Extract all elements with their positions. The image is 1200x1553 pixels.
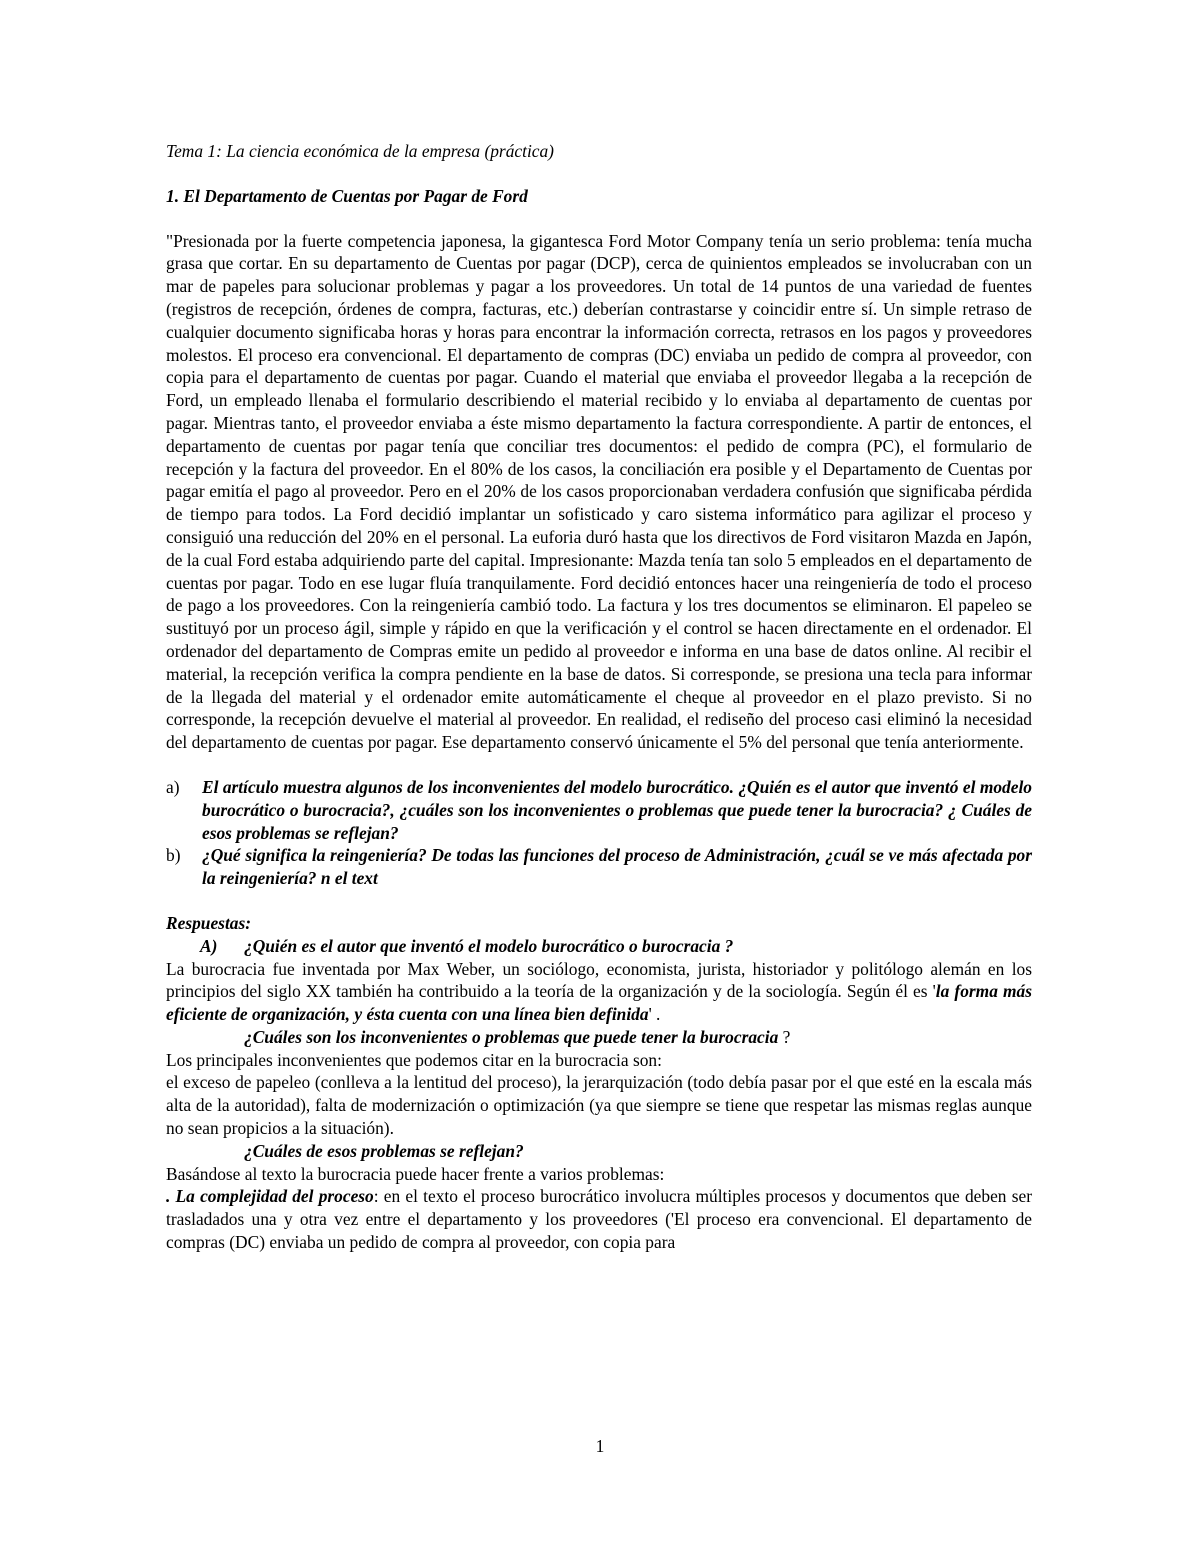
document-title: Tema 1: La ciencia económica de la empresa (práctica) xyxy=(166,141,554,161)
article-text: "Presionada por la fuerte competencia japonesa, la gigantesca Ford Motor Company tenía un serio problema: tenía mucha grasa que cortar. En su departamento de Cuentas por pagar (DCP), cerca de quinientos empleados se involucraban con un mar de papeles para solucionar problemas y pagar a los proveedores. Un total de 14 puntos de una variedad de fuentes (registros de recepción, órdenes de compra, facturas, etc.) deberían contrastarse y coincidir entre sí. Un simple retraso de cualquier documento significaba horas y horas para encontrar la información correcta, retrasos en los pagos y proveedores molestos. El proceso era convencional. El departamento de compras (DC) enviaba un pedido de compra al proveedor, con copia para el departamento de cuentas por pagar. Cuando el material que enviaba el proveedor llegaba a la recepción de Ford, un empleado llenaba el formulario describiendo el material recibido y lo enviaba al departamento de cuentas por pagar. Mientras tanto, el proveedor enviaba a éste mismo departamento la factura correspondiente. A partir de entonces, el departamento de cuentas por pagar tenía que conciliar tres documentos: el pedido de compra (PC), el formulario de recepción y la factura del proveedor. En el 80% de los casos, la conciliación era posible y el Departamento de Cuentas por pagar emitía el pago al proveedor. Pero en el 20% de los casos proporcionaban verdadera confusión que significaba pérdida de tiempo para todos. La Ford decidió implantar un sofisticado y caro sistema informático para agilizar el proceso y consiguió una reducción del 20% en el personal. La euforia duró hasta que los directivos de Ford visitaron Mazda en Japón, de la cual Ford estaba adquiriendo parte del capital. Impresionante: Mazda tenía tan solo 5 empleados en el departamento de cuentas por pagar. Todo en ese lugar fluía tranquilamente. Ford decidió entonces hacer una reingeniería de todo el proceso de pago a los proveedores. Con la reingeniería cambió todo. La factura y los tres documentos se eliminaron. El papeleo se sustituyó por un proceso ágil, simple y rápido en que la verificación y el control se hacen directamente en el ordenador. El ordenador del departamento de Compras emite un pedido al proveedor e informa en una base de datos online. Al recibir el material, la recepción verifica la compra pendiente en la base de datos. Si corresponde, se presiona una tecla para informar de la llegada del material y el ordenador emite automáticamente el cheque al proveedor en el plazo previsto. Si no corresponde, la recepción devuelve el material al proveedor. En realidad, el rediseño del proceso casi eliminó la necesidad del departamento de cuentas por pagar. Ese departamento conservó únicamente el 5% del personal que tenía anteriormente. xyxy=(166,230,1032,753)
answer-a-mark: A) xyxy=(200,935,218,956)
inconvenience-intro: Los principales inconvenientes que podemos citar en la burocracia son: xyxy=(166,1049,662,1070)
complexity-paragraph xyxy=(166,1185,1032,1253)
question-text: El artículo muestra algunos de los inconvenientes del modelo burocrático. ¿Quién es el autor que inventó el modelo burocrático o burocracia?, ¿cuáles son los inconvenientes o problemas que puede tener la burocracia? ¿ Cuáles de esos problemas se reflejan? xyxy=(202,776,1032,843)
answer-a-end: ' . xyxy=(648,1004,661,1025)
question-list xyxy=(166,776,1032,890)
answers-heading: Respuestas: xyxy=(166,912,252,933)
question-item-a xyxy=(166,776,1032,844)
answer-a-text: La burocracia fue inventada por Max Weber, un sociólogo, economista, jurista, historiador y politólogo alemán en los principios del siglo XX también ha contribuido a la teoría de la organización y de la sociología. Según él es ' xyxy=(166,958,1032,1002)
inconvenience-question xyxy=(166,1026,1032,1049)
question-item-b xyxy=(166,844,1032,890)
document-page xyxy=(166,140,1032,1254)
answer-a-question: ¿Quién es el autor que inventó el modelo burocrático o burocracia ? xyxy=(244,935,734,956)
page-number: 1 xyxy=(595,1436,605,1456)
answer-a-heading xyxy=(166,935,1032,958)
complexity-label: . La complejidad del proceso xyxy=(166,1186,374,1207)
reflect-intro: Basándose al texto la burocracia puede hacer frente a varios problemas: xyxy=(166,1163,665,1184)
reflect-question: ¿Cuáles de esos problemas se reflejan? xyxy=(244,1140,524,1161)
answer-a-paragraph xyxy=(166,958,1032,1026)
question-text: ¿Qué significa la reingeniería? De todas las funciones del proceso de Administración, ¿cuál se ve más afectada por la reingeniería? n el text xyxy=(202,845,1032,889)
inconvenience-text: el exceso de papeleo (conlleva a la lentitud del proceso), la jerarquización (todo debía pasar por el que esté en la escala más alta de la autoridad), falta de modernización o optimización (ya que siempre se tiene que respetar las mismas reglas aunque no sean propicios a la situación). xyxy=(166,1072,1032,1139)
inconvenience-question-tail: ? xyxy=(778,1026,791,1047)
question-letter: b) xyxy=(166,845,181,866)
answer-a-quote: la forma más eficiente de organización, y ésta cuenta con una línea bien definida xyxy=(166,981,1032,1025)
inconvenience-question-text: ¿Cuáles son los inconvenientes o problemas que puede tener la burocracia xyxy=(244,1026,779,1047)
question-letter: a) xyxy=(166,776,180,797)
section-title: 1. El Departamento de Cuentas por Pagar de Ford xyxy=(166,185,528,206)
complexity-text: : en el texto el proceso burocrático involucra múltiples procesos y documentos que deben ser trasladados una y otra vez entre el departamento y los proveedores ('El proceso era convencional. El departamento de compras (DC) enviaba un pedido de compra al proveedor, con copia para xyxy=(166,1186,1032,1253)
